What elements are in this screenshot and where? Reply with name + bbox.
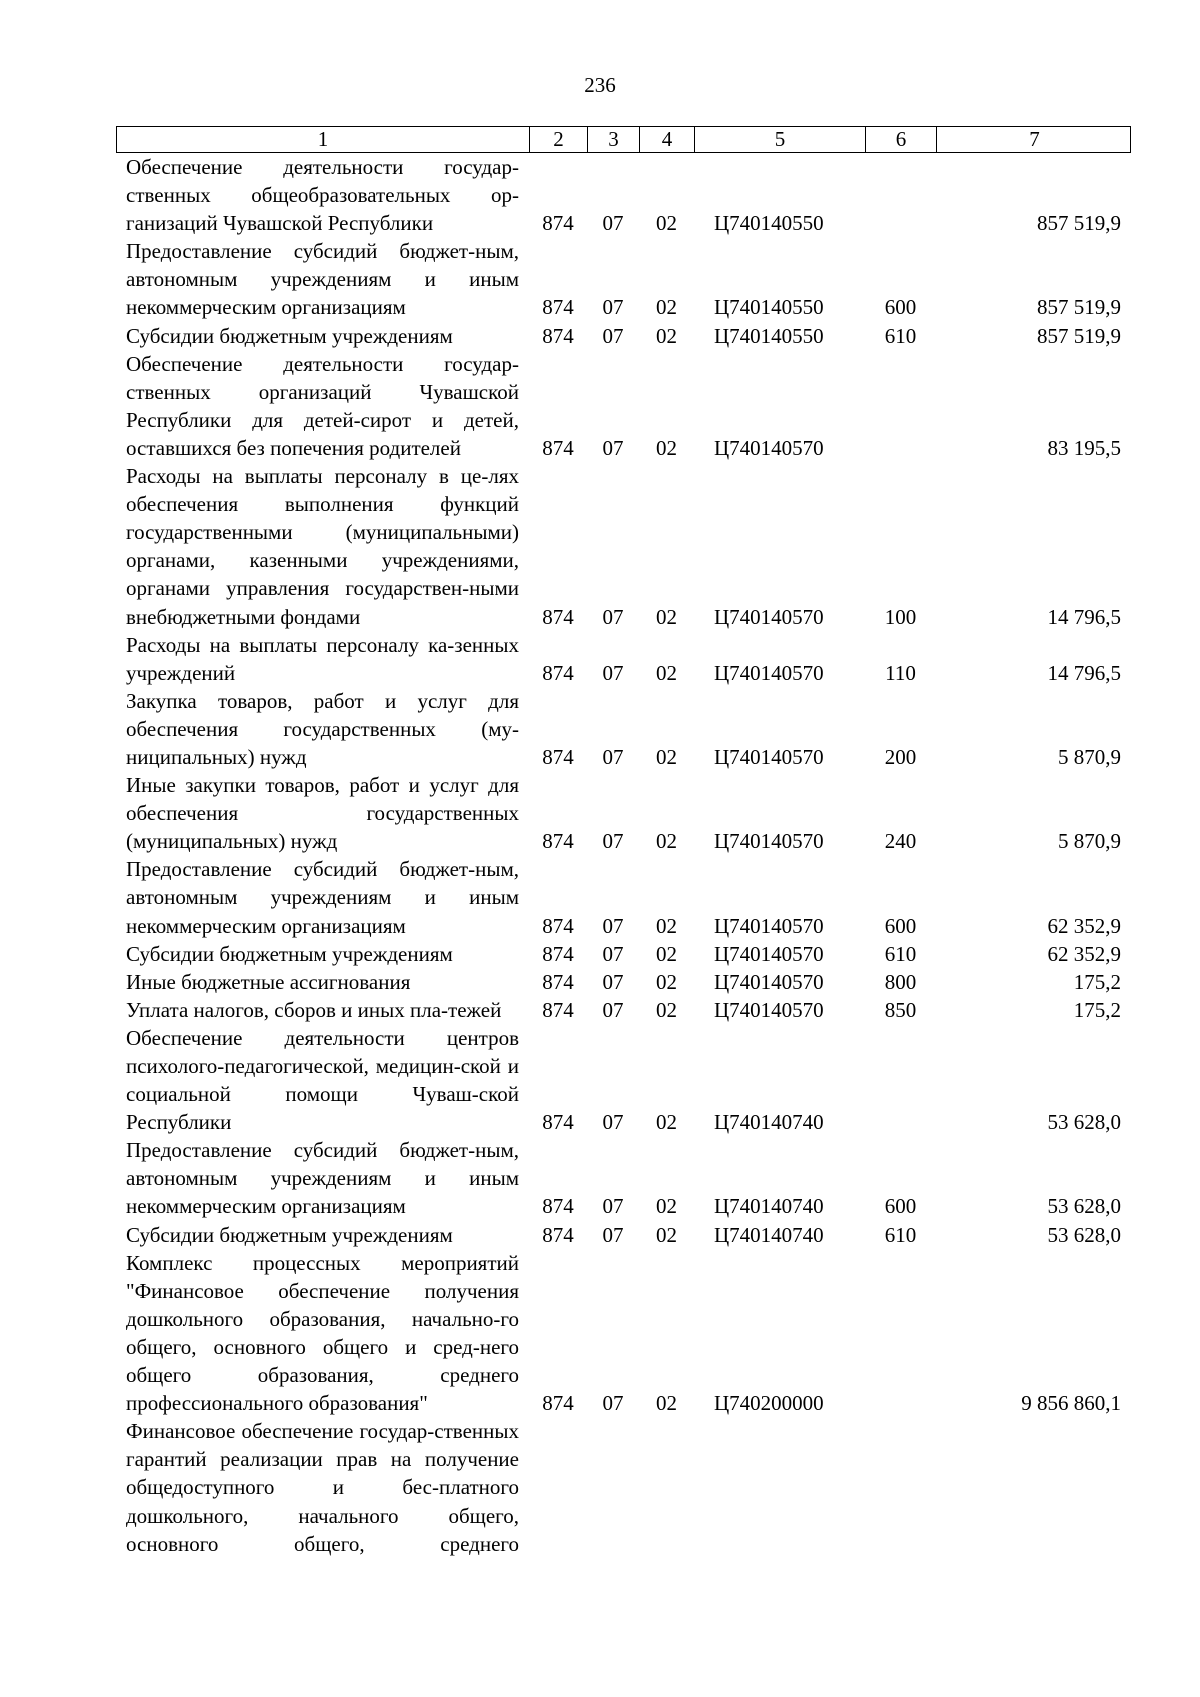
row-col-5: Ц740140570	[714, 997, 824, 1022]
row-col-3	[587, 1417, 639, 1557]
row-name: Обеспечение деятельности государ-ственных общеобразовательных ор-ганизаций Чувашской Республики	[126, 155, 519, 236]
row-col-2: 874	[542, 1194, 574, 1219]
table-row	[116, 968, 1131, 996]
table-row	[116, 940, 1131, 968]
row-amount: 53 628,0	[1047, 1194, 1121, 1219]
row-amount: 14 796,5	[1047, 604, 1121, 629]
row-col-4: 02	[656, 1391, 677, 1416]
row-name: Уплата налогов, сборов и иных пла-тежей	[126, 997, 502, 1022]
row-name: Предоставление субсидий бюджет-ным, автономным учреждениям и иным некоммерческим организациям	[126, 239, 519, 320]
row-col-2: 874	[542, 941, 574, 966]
table-row	[116, 237, 1131, 321]
row-col-3: 07	[602, 997, 624, 1022]
row-col-5: Ц740140550	[714, 211, 824, 236]
row-col-2: 874	[542, 660, 574, 685]
header-col-7: 7	[1029, 127, 1040, 151]
row-amount: 62 352,9	[1047, 913, 1121, 938]
row-col-6: 850	[884, 997, 917, 1022]
row-col-3: 07	[602, 1391, 624, 1416]
table-row	[116, 350, 1131, 462]
row-col-5	[694, 1417, 865, 1557]
header-col-2: 2	[530, 127, 588, 152]
row-col-5: Ц740140570	[714, 829, 824, 854]
table-row	[116, 1136, 1131, 1220]
row-col-4: 02	[656, 829, 677, 854]
row-col-4: 02	[656, 295, 677, 320]
row-name: Иные бюджетные ассигнования	[126, 969, 411, 994]
row-col-5: Ц740140570	[714, 969, 824, 994]
row-col-5: Ц740140550	[714, 323, 824, 348]
row-col-2	[529, 1417, 587, 1557]
row-col-4: 02	[656, 323, 677, 348]
row-col-5: Ц740200000	[714, 1391, 824, 1416]
row-col-3: 07	[602, 1222, 624, 1247]
table-row	[116, 771, 1131, 855]
row-col-5: Ц740140570	[714, 744, 824, 769]
row-col-5: Ц740140740	[714, 1194, 824, 1219]
header-col-1: 1	[117, 127, 530, 152]
row-col-2: 874	[542, 1391, 574, 1416]
table-row	[116, 1221, 1131, 1249]
row-name: Расходы на выплаты персоналу ка-зенных учреждений	[126, 632, 519, 685]
table-body	[116, 153, 1131, 1558]
table-header	[116, 126, 1131, 153]
row-col-3: 07	[602, 1110, 624, 1135]
row-col-3: 07	[602, 660, 624, 685]
header-col-5: 5	[695, 127, 866, 152]
row-col-2: 874	[542, 1110, 574, 1135]
row-col-2: 874	[542, 829, 574, 854]
row-col-2: 874	[542, 1222, 574, 1247]
row-col-2: 874	[542, 997, 574, 1022]
row-col-6: 110	[885, 660, 916, 685]
row-col-2: 874	[542, 435, 574, 460]
row-col-3: 07	[602, 1194, 624, 1219]
table-row	[116, 153, 1131, 237]
table-row	[116, 855, 1131, 939]
row-col-4: 02	[656, 744, 677, 769]
row-name: Обеспечение деятельности государ-ственных организаций Чувашской Республики для детей-сирот и детей, оставшихся без попечения родителей	[126, 351, 519, 460]
row-col-6: 610	[884, 941, 917, 966]
table-row	[116, 1417, 1131, 1557]
row-name: Субсидии бюджетным учреждениям	[126, 1222, 453, 1247]
row-col-2: 874	[542, 913, 574, 938]
row-name: Субсидии бюджетным учреждениям	[126, 941, 453, 966]
row-amount: 62 352,9	[1047, 941, 1121, 966]
page-number: 236	[584, 73, 616, 97]
row-amount: 53 628,0	[1047, 1222, 1121, 1247]
row-col-4: 02	[656, 604, 677, 629]
row-name: Субсидии бюджетным учреждениям	[126, 323, 453, 348]
row-col-4: 02	[656, 1194, 677, 1219]
row-col-5: Ц740140740	[714, 1222, 824, 1247]
row-col-3: 07	[602, 323, 624, 348]
header-col-6: 6	[866, 127, 937, 152]
row-amount	[936, 1417, 1131, 1557]
row-col-5: Ц740140570	[714, 913, 824, 938]
row-col-6: 600	[884, 913, 917, 938]
row-col-6	[865, 1249, 936, 1418]
row-col-6	[865, 153, 936, 237]
row-amount: 5 870,9	[1058, 744, 1121, 769]
row-amount: 857 519,9	[1037, 295, 1121, 320]
row-amount: 857 519,9	[1037, 323, 1121, 348]
row-name: Иные закупки товаров, работ и услуг для обеспечения государственных (муниципальных) нужд	[126, 773, 519, 854]
table-row	[116, 1249, 1131, 1418]
row-col-4: 02	[656, 913, 677, 938]
row-col-6	[865, 1024, 936, 1136]
row-col-6	[865, 350, 936, 462]
table-row	[116, 631, 1131, 687]
row-amount: 5 870,9	[1058, 829, 1121, 854]
row-col-3: 07	[602, 941, 624, 966]
row-col-3: 07	[602, 744, 624, 769]
table-row	[116, 1024, 1131, 1136]
row-col-5: Ц740140570	[714, 660, 824, 685]
row-amount: 14 796,5	[1047, 660, 1121, 685]
row-name: Расходы на выплаты персоналу в це-лях обеспечения выполнения функций государственными (муниципальными) органами, казенными учреждениями, органами управления государствен-ными внебюджетными фондами	[126, 464, 519, 629]
row-amount: 9 856 860,1	[1021, 1391, 1121, 1416]
row-name: Закупка товаров, работ и услуг для обеспечения государственных (му-ниципальных) нужд	[126, 688, 519, 769]
row-col-4	[639, 1417, 694, 1557]
row-col-5: Ц740140570	[714, 604, 824, 629]
row-col-5: Ц740140740	[714, 1110, 824, 1135]
row-name: Комплекс процессных мероприятий "Финансовое обеспечение получения дошкольного образования, начально-го общего, основного общего и сред-него общего образования, среднего профессионального образования"	[126, 1250, 519, 1416]
row-col-3: 07	[602, 295, 624, 320]
row-col-2: 874	[542, 604, 574, 629]
row-col-5: Ц740140570	[714, 941, 824, 966]
row-col-3: 07	[602, 604, 624, 629]
row-col-6: 600	[884, 295, 917, 320]
row-col-2: 874	[542, 744, 574, 769]
row-col-5: Ц740140550	[714, 295, 824, 320]
row-col-6: 610	[884, 1222, 917, 1247]
row-col-2: 874	[542, 323, 574, 348]
row-col-2: 874	[542, 211, 574, 236]
row-col-6: 100	[884, 604, 917, 629]
row-col-4: 02	[656, 1222, 677, 1247]
row-name: Финансовое обеспечение государ-ственных гарантий реализации прав на получение общедоступного и бес-платного дошкольного, начального общего, основного общего, среднего	[126, 1419, 519, 1556]
row-col-6: 600	[884, 1194, 917, 1219]
table-row	[116, 996, 1131, 1024]
table-row	[116, 687, 1131, 771]
row-col-4: 02	[656, 1110, 677, 1135]
row-col-4: 02	[656, 435, 677, 460]
row-col-3: 07	[602, 435, 624, 460]
row-col-6	[865, 1417, 936, 1557]
row-col-6: 200	[884, 744, 917, 769]
row-amount: 175,2	[1073, 969, 1121, 994]
row-amount: 175,2	[1073, 997, 1121, 1022]
row-col-3: 07	[602, 829, 624, 854]
row-col-4: 02	[656, 997, 677, 1022]
row-col-4: 02	[656, 211, 677, 236]
row-col-6: 240	[884, 829, 917, 854]
row-name: Предоставление субсидий бюджет-ным, автономным учреждениям и иным некоммерческим организациям	[126, 1138, 519, 1219]
row-col-6: 610	[884, 323, 917, 348]
row-col-3: 07	[602, 969, 624, 994]
header-col-3: 3	[588, 127, 640, 152]
row-col-4: 02	[656, 941, 677, 966]
row-col-3: 07	[602, 913, 624, 938]
row-name: Обеспечение деятельности центров психолого-педагогической, медицин-ской и социальной помощи Чуваш-ской Республики	[126, 1025, 519, 1135]
header-col-4: 4	[640, 127, 695, 152]
row-col-6: 800	[884, 969, 917, 994]
row-amount: 53 628,0	[1047, 1110, 1121, 1135]
table-row	[116, 322, 1131, 350]
row-col-5: Ц740140570	[714, 435, 824, 460]
row-col-2: 874	[542, 295, 574, 320]
table-row	[116, 462, 1131, 631]
row-col-3: 07	[602, 211, 624, 236]
row-col-2: 874	[542, 969, 574, 994]
row-name: Предоставление субсидий бюджет-ным, автономным учреждениям и иным некоммерческим организациям	[126, 857, 519, 938]
row-amount: 83 195,5	[1047, 435, 1121, 460]
row-col-4: 02	[656, 969, 677, 994]
row-amount: 857 519,9	[1037, 211, 1121, 236]
row-col-4: 02	[656, 660, 677, 685]
